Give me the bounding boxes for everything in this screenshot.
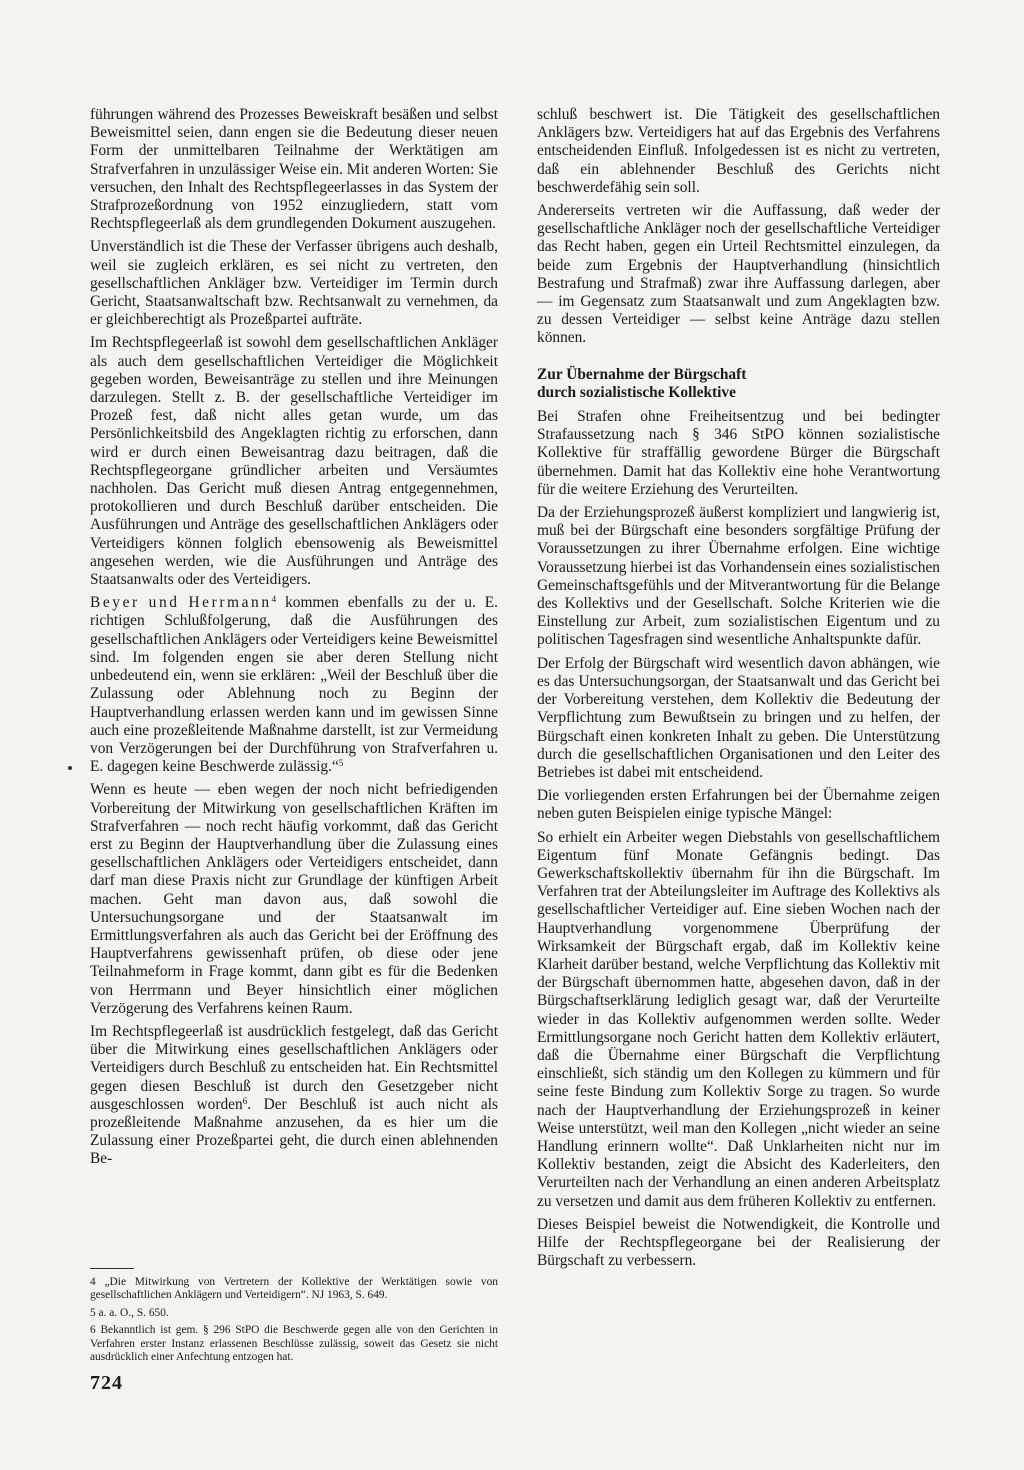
paragraph: Andererseits vertreten wir die Auffassung, daß weder der gesellschaftliche Ankläger noch der gesellschaftliche Verteidiger das Recht haben, gegen ein Urteil Rechtsmittel einzulegen, da beide zum Ergebnis der Hauptverhandlung (hinsichtlich Bestrafung und Strafmaß) zwar ihre Auffassung darlegen, aber — im Gegensatz zum Staatsanwalt und zum Angeklagten bzw. zu dessen Verteidiger — selbst keine Anträge dazu stellen können.: [537, 202, 940, 347]
paragraph: Unverständlich ist die These der Verfasser übrigens auch deshalb, weil sie zugleich erklären, es sei nicht zu vertreten, den gesellschaftlichen Ankläger bzw. Verteidiger im Termin durch Gericht, Staatsanwaltschaft bzw. Rechtsanwalt zu vernehmen, da er gleichberechtigt als Prozeßpartei aufträte.: [90, 238, 498, 329]
paragraph: Da der Erziehungsprozeß äußerst kompliziert und langwierig ist, muß bei der Bürgschaft eine besonders sorgfältige Prüfung der Voraussetzungen zu ihrer Übernahme erfolgen. Eine wichtige Voraussetzung hierbei ist das Vorhandensein eines sozialistischen Gemeinschaftsgefühls und der Mitverantwortung für die Belange des Kollektivs und der Gesellschaft. Solche Kriterien wie die Einstellung zur Arbeit, zum sozialistischen Eigentum und zu politischen Tagesfragen sind wesentliche Anhaltspunkte dafür.: [537, 504, 940, 649]
page-number: 724: [90, 1372, 123, 1394]
section-heading: [537, 366, 940, 402]
paragraph-text: Im Rechtspflegeerlaß ist ausdrücklich festgelegt, daß das Gericht über die Mitwirkung eines gesellschaftlichen Anklägers oder Verteidigers durch Beschluß zu entscheiden hat. Ein Rechtsmittel gegen diesen Beschluß ist durch den Gesetzgeber nicht ausgeschlossen worden: [90, 1022, 498, 1113]
margin-mark: [68, 766, 72, 770]
paragraph: Bei Strafen ohne Freiheitsentzug und bei bedingter Strafaussetzung nach § 346 StPO können sozialistische Kollektive für straffällig gewordene Bürger die Bürgschaft übernehmen. Damit hat das Kollektiv eine hohe Verantwortung für die weitere Erziehung des Verurteilten.: [537, 408, 940, 498]
footnote-6: 6 Bekanntlich ist gem. § 296 StPO die Beschwerde gegen alle von den Gerichten in Verfahren erster Instanz erlassenen Beschlüsse zulässig, soweit das Gesetz sie nicht ausdrücklich einer Anfechtung entzogen hat.: [90, 1324, 498, 1364]
paragraph: Der Erfolg der Bürgschaft wird wesentlich davon abhängen, wie es das Untersuchungsorgan, der Staatsanwalt und das Gericht bei der Vorbereitung verstehen, dem Kollektiv die Bedeutung der Verpflichtung zum Bewußtsein zu bringen und zu helfen, der Bürgschaft einen konkreten Inhalt zu geben. Die Unterstützung durch die gesellschaftlichen Organisationen und den Leiter des Betriebes ist dabei mit entscheidend.: [537, 654, 940, 781]
section-heading-line: durch sozialistische Kollektive: [537, 383, 736, 401]
left-column: [90, 106, 498, 1174]
paragraph: schluß beschwert ist. Die Tätigkeit des gesellschaftlichen Anklägers bzw. Verteidigers hat auf das Ergebnis des Verfahrens entscheidenden Einfluß. Infolgedessen ist es nicht zu vertreten, daß ein ablehnender Beschluß des Gerichts nicht beschwerdefähig sein soll.: [537, 106, 940, 196]
footnote-4: 4 „Die Mitwirkung von Vertretern der Kollektive der Werktätigen sowie von gesellschaftlichen Anklägern und Verteidigern“. NJ 1963, S. 649.: [90, 1276, 498, 1302]
paragraph-rechtsmittel: [90, 1023, 498, 1169]
paragraph: Im Rechtspflegeerlaß ist sowohl dem gesellschaftlichen Ankläger als auch dem gesellschaftlichen Verteidiger die Möglichkeit gegeben worden, Beweisanträge zu stellen und ihre Meinungen darzulegen. Stellt z. B. der gesellschaftliche Verteidiger im Prozeß fest, daß nicht alles getan wurde, um das Persönlichkeitsbild des Angeklagten richtig zu erforschen, dann wird er durch einen Beweisantrag dazu beitragen, daß die Rechtspflegeorgane gründlicher arbeiten und Versäumtes nachholen. Das Gericht muß diesen Antrag entgegennehmen, protokollieren und durch Beschluß darüber entscheiden. Die Ausführungen und Anträge des gesellschaftlichen Anklägers oder Verteidigers können folglich ebensowenig als Beweismittel angesehen werden, wie die Ausführungen und Anträge des Staatsanwalts oder des Verteidigers.: [90, 334, 498, 589]
paragraph: Die vorliegenden ersten Erfahrungen bei der Übernahme zeigen neben guten Beispielen einige typische Mängel:: [537, 787, 940, 823]
paragraph: Dieses Beispiel beweist die Notwendigkeit, die Kontrolle und Hilfe der Rechtspflegeorgane bei der Realisierung der Bürgschaft zu verbessern.: [537, 1215, 940, 1270]
footnote-ref-5: 5: [338, 758, 344, 769]
footnote-ref-4: 4: [271, 594, 277, 605]
paragraph-text: kommen ebenfalls zu der u. E. richtigen Schlußfolgerung, daß die Ausführungen des gesellschaftlichen Anklägers oder Verteidigers keine Beweismittel sind. Im folgenden engen sie aber deren Stellung nicht unbedeutend ein, wenn sie erklären: „Weil der Beschluß über die Zulassung oder Ablehnung noch zu Beginn der Hauptverhandlung erlassen werden kann und im gewissen Sinne auch eine prozeßleitende Maßnahme darstellt, ist zur Vermeidung von Verzögerungen bei der Durchführung von Strafverfahren u. E. dagegen keine Beschwerde zulässig.“: [90, 594, 498, 776]
footnote-ref-6: 6: [242, 1095, 248, 1106]
paragraph: Wenn es heute — eben wegen der noch nicht befriedigenden Vorbereitung der Mitwirkung von gesellschaftlichen Kräften im Strafverfahren — noch recht häufig vorkommt, daß das Gericht erst zu Beginn der Hauptverhandlung über die Zulassung eines gesellschaftlichen Anklägers oder Verteidigers entscheidet, dann darf man diese Praxis nicht zur Grundlage der künftigen Arbeit machen. Geht man davon aus, daß sowohl die Untersuchungsorgane und der Staatsanwalt im Ermittlungsverfahren als auch das Gericht bei der Eröffnung des Hauptverfahrens gewissenhaft prüfen, ob diese oder jene Teilnahmeform in Frage kommt, dann gibt es für die Bedenken von Herrmann und Beyer hinsichtlich einer möglichen Verzögerung des Verfahrens keinen Raum.: [90, 781, 498, 1017]
conjunction: und: [148, 594, 180, 612]
paragraph-beyer-herrmann: [90, 594, 498, 776]
author-name-beyer: Beyer: [90, 594, 140, 612]
author-name-herrmann: Herrmann: [188, 594, 272, 612]
paragraph-text: . Der Beschluß ist auch nicht als prozeßleitende Maßnahme anzusehen, da es hier um die Zulassung einer Prozeßpartei geht, die durch einen ablehnenden Be-: [90, 1095, 498, 1168]
paragraph: führungen während des Prozesses Beweiskraft besäßen und selbst Beweismittel seien, dann engen sie die Bedeutung dieser neuen Form der unmittelbaren Teilnahme der Werktätigen am Strafverfahren in unzulässiger Weise ein. Mit anderen Worten: Sie versuchen, den Inhalt des Rechtspflegeerlasses in das System der Strafprozeßordnung von 1952 einzugliedern, statt vom Rechtspflegeerlaß als dem grundlegenden Dokument auszugehen.: [90, 106, 498, 233]
right-column: [537, 106, 940, 1275]
footnote-5: 5 a. a. O., S. 650.: [90, 1306, 169, 1319]
section-heading-line: Zur Übernahme der Bürgschaft: [537, 365, 747, 383]
paragraph: So erhielt ein Arbeiter wegen Diebstahls von gesellschaftlichem Eigentum fünf Monate Gefängnis bedingt. Das Gewerkschaftskollektiv übernahm für ihn die Bürgschaft. Im Verfahren trat der Abteilungsleiter im Auftrage des Kollektivs als gesellschaftlicher Verteidiger auf. Eine sieben Wochen nach der Hauptverhandlung vorgenommene Überprüfung der Wirksamkeit der Bürgschaft ergab, daß im Kollektiv keine Klarheit darüber bestand, welche Verpflichtung das Kollektiv mit der Bürgschaft übernommen hatte, abgesehen davon, daß in der Bürgschaftserklärung lediglich gesagt war, daß der Verurteilte wieder in das Kollektiv aufgenommen werden sollte. Weder Ermittlungsorgane noch Gericht hatten dem Kollektiv erläutert, daß die Übernahme einer Bürgschaft die Verpflichtung einschließt, sich ständig um den Kollegen zu kümmern und für seine feste Bindung zum Kollektiv Sorge zu tragen. So wurde nach der Hauptverhandlung der Erziehungsprozeß in keiner Weise unterstützt, weil man den Kollegen „nicht wieder an seine Handlung erinnern wollte“. Daß Unklarheiten nicht nur im Kollektiv bestanden, zeigt die Absicht des Kaderleiters, den Verurteilten nach der Verhandlung an einen anderen Arbeitsplatz zu versetzen und damit aus dem früheren Kollektiv zu entfernen.: [537, 828, 940, 1210]
footnote-divider: [90, 1268, 134, 1269]
footnotes: [90, 1276, 498, 1368]
